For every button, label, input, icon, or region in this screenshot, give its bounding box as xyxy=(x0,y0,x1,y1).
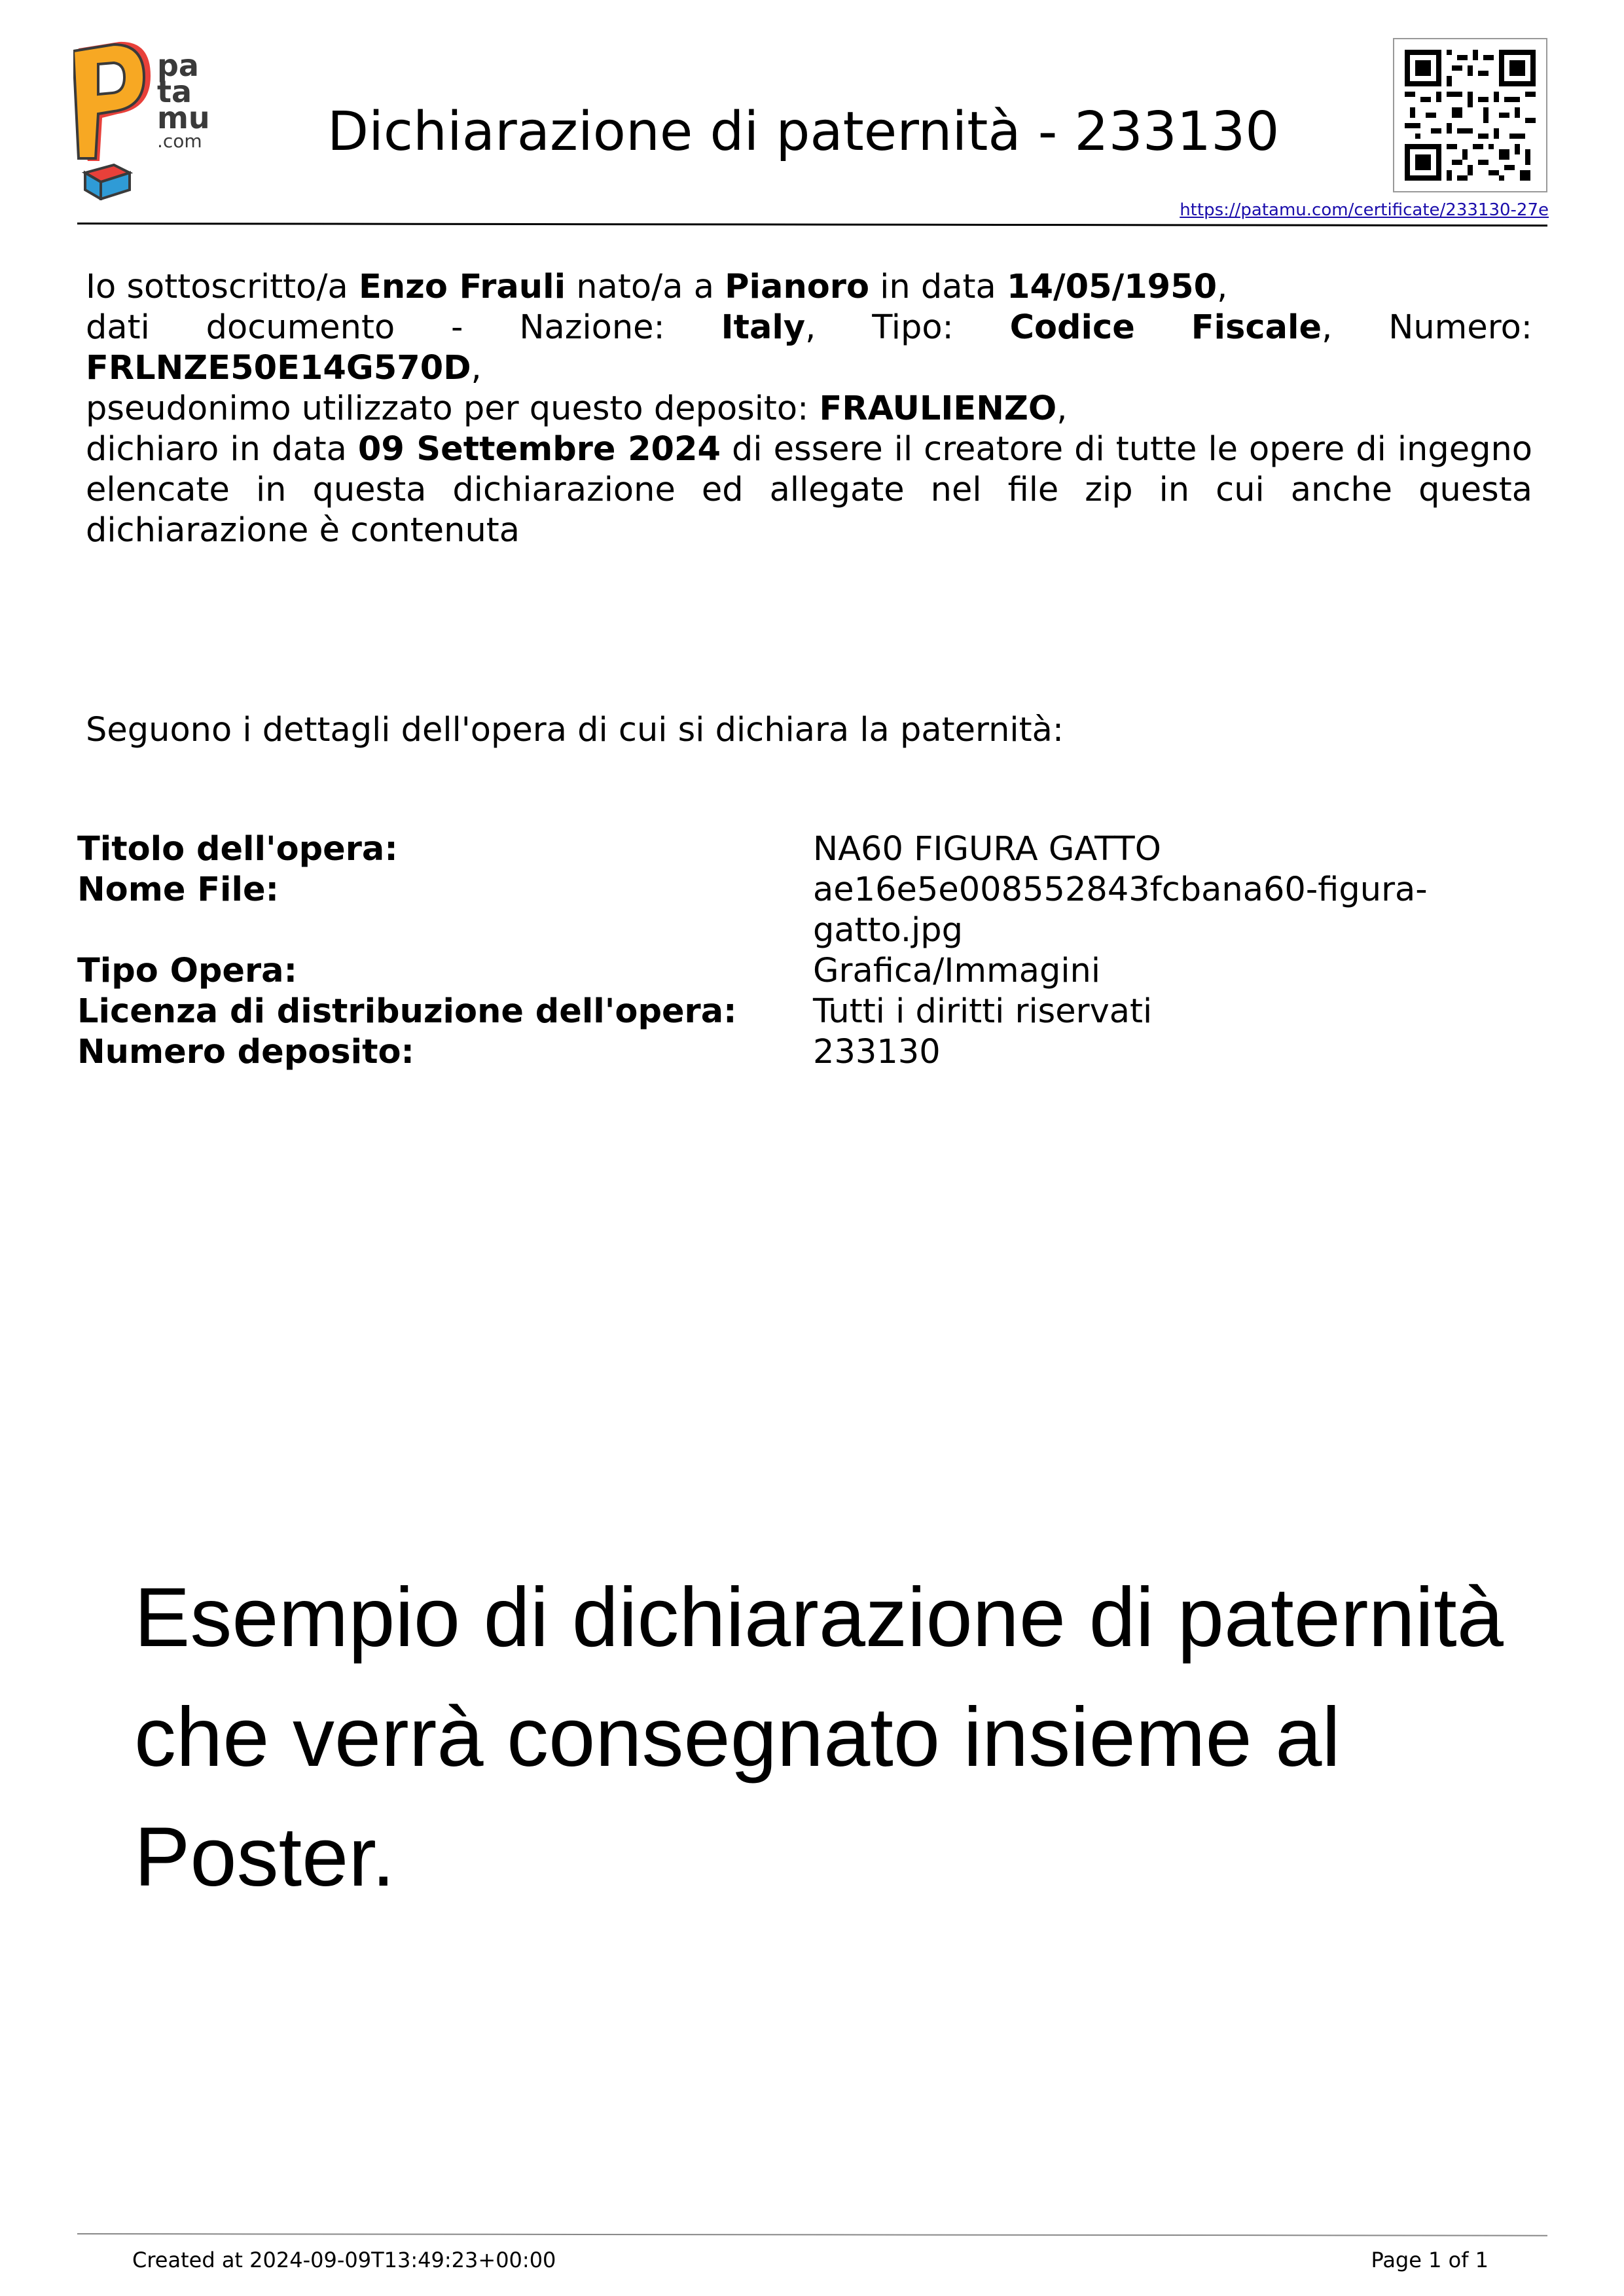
document-title: Dichiarazione di paternità - 233130 xyxy=(327,101,1280,163)
document-type: Codice xyxy=(1009,308,1135,347)
text-fragment: , xyxy=(805,308,816,347)
detail-value: NA60 FIGURA GATTO xyxy=(813,830,1161,869)
footer-divider xyxy=(77,2233,1547,2236)
text-fragment: documento xyxy=(206,308,395,347)
detail-label: Titolo dell'opera: xyxy=(77,830,398,869)
text-fragment: pseudonimo utilizzato per questo deposito: xyxy=(86,389,820,428)
declaration-line-1 xyxy=(86,267,1532,308)
qr-code xyxy=(1393,38,1547,192)
detail-value: Tutti i diritti riservati xyxy=(813,992,1153,1031)
detail-label: Numero deposito: xyxy=(77,1033,414,1071)
detail-value: Grafica/Immagini xyxy=(813,952,1101,990)
text-fragment: dichiaro in data xyxy=(86,430,358,469)
declaration-line-4 xyxy=(86,389,1532,429)
detail-row-title xyxy=(77,829,1452,870)
birthdate: 14/05/1950 xyxy=(1007,268,1218,306)
detail-label: Nome File: xyxy=(77,870,279,909)
work-details xyxy=(77,829,1452,1073)
text-fragment: Io sottoscritto/a xyxy=(86,268,359,306)
poster-note: Esempio di dichiarazione di paternità che verrà consegnato insieme al Poster. xyxy=(134,1571,1504,1904)
birthplace: Pianoro xyxy=(725,268,869,306)
text-fragment: - xyxy=(451,308,463,347)
logo-line-1: pa xyxy=(157,48,199,83)
detail-value: 233130 xyxy=(813,1033,941,1071)
details-intro: Seguono i dettagli dell'opera di cui si dichiara la paternità: xyxy=(86,711,1064,749)
page-number: Page 1 of 1 xyxy=(1371,2248,1489,2272)
text-fragment: in data xyxy=(869,268,1007,306)
detail-label: Tipo Opera: xyxy=(77,952,297,990)
logo-line-2: ta xyxy=(157,74,192,109)
detail-label: Licenza di distribuzione dell'opera: xyxy=(77,992,737,1031)
detail-row-license xyxy=(77,992,1452,1032)
text-fragment: , xyxy=(1056,389,1068,428)
text-fragment: dati xyxy=(86,308,150,347)
declaration-line-5 xyxy=(86,429,1532,551)
logo-line-4: .com xyxy=(157,130,202,152)
text-fragment: Nazione: xyxy=(519,308,665,347)
logo-wordmark xyxy=(157,48,210,152)
logo-line-3: mu xyxy=(157,100,210,135)
text-fragment: di essere il creatore di tutte le opere di ingegno elencate in questa dichiarazione ed allegate nel file zip in cui anche questa dichiarazione è contenuta xyxy=(86,430,1532,550)
detail-row-deposit xyxy=(77,1032,1452,1073)
detail-row-filename xyxy=(77,870,1452,951)
text-fragment: , xyxy=(471,349,482,387)
declaration-line-2 xyxy=(86,308,1532,348)
text-fragment: Numero: xyxy=(1388,308,1532,347)
pseudonym: FRAULIENZO xyxy=(819,389,1057,428)
document-number: FRLNZE50E14G570D xyxy=(86,349,471,387)
text-fragment: , xyxy=(1322,308,1333,347)
text-fragment: nato/a a xyxy=(566,268,725,306)
declaration-line-3 xyxy=(86,348,1532,389)
created-timestamp: Created at 2024-09-09T13:49:23+00:00 xyxy=(132,2248,556,2272)
declaration-paragraph xyxy=(86,267,1532,551)
declaration-date: 09 Settembre 2024 xyxy=(357,430,721,469)
qr-code-icon xyxy=(1405,50,1536,181)
text-fragment: , xyxy=(1217,268,1228,306)
document-type: Fiscale xyxy=(1191,308,1322,347)
text-fragment: Tipo: xyxy=(872,308,954,347)
certificate-link[interactable]: https://patamu.com/certificate/233130-27e xyxy=(1180,200,1549,220)
header-divider xyxy=(77,223,1547,226)
detail-row-type xyxy=(77,951,1452,992)
document-nation: Italy xyxy=(721,308,806,347)
declarant-name: Enzo Frauli xyxy=(359,268,566,306)
detail-value: ae16e5e008552843fcbana60-figura-gatto.jpg xyxy=(813,870,1428,950)
